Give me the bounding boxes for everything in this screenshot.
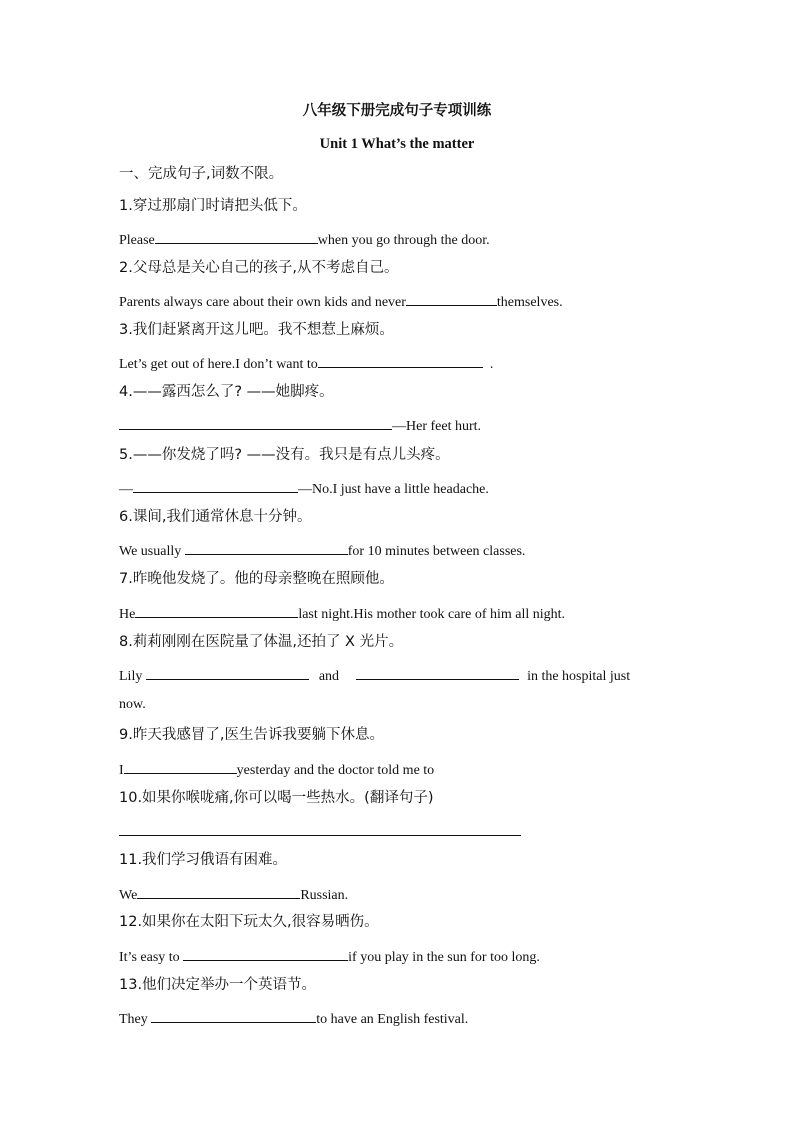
q11-answer-blank[interactable] bbox=[137, 886, 300, 899]
question-5-chinese: 5.——你发烧了吗? ——没有。我只是有点儿头疼。 bbox=[119, 447, 450, 463]
question-13-english bbox=[119, 1010, 468, 1027]
question-9-chinese: 9.昨天我感冒了,医生告诉我要躺下休息。 bbox=[119, 727, 384, 743]
q3-text-after: . bbox=[489, 357, 494, 372]
question-11-chinese: 11.我们学习俄语有困难。 bbox=[119, 852, 288, 868]
q2-answer-blank[interactable] bbox=[406, 293, 497, 306]
q13-text-after: to have an English festival. bbox=[316, 1012, 469, 1027]
q6-text-after: for 10 minutes between classes. bbox=[347, 544, 526, 559]
q4-answer-blank[interactable] bbox=[119, 417, 392, 430]
question-3-chinese: 3.我们赶紧离开这儿吧。我不想惹上麻烦。 bbox=[119, 322, 394, 338]
q6-answer-blank[interactable] bbox=[185, 542, 348, 555]
q7-answer-blank[interactable] bbox=[135, 605, 298, 618]
q1-text-before: Please bbox=[119, 233, 155, 248]
q8-text-mid: and bbox=[318, 669, 340, 684]
question-9-english bbox=[119, 761, 434, 778]
q8-text-before: Lily bbox=[119, 669, 146, 684]
question-10-chinese: 10.如果你喉咙痛,你可以喝一些热水。(翻译句子) bbox=[119, 790, 434, 806]
q8-answer-blank-1[interactable] bbox=[146, 667, 309, 680]
q9-text-after: yesterday and the doctor told me to bbox=[236, 763, 435, 778]
question-4-chinese: 4.——露西怎么了? ——她脚疼。 bbox=[119, 384, 334, 400]
q13-answer-blank[interactable] bbox=[151, 1010, 316, 1023]
question-8-chinese: 8.莉莉刚刚在医院量了体温,还拍了 X 光片。 bbox=[119, 634, 404, 650]
q5-text-after: —No.I just have a little headache. bbox=[298, 482, 489, 497]
q2-text-after: themselves. bbox=[496, 295, 563, 310]
q10-answer-blank[interactable] bbox=[119, 823, 521, 836]
q9-text-before: I bbox=[119, 763, 124, 778]
q6-text-before: We usually bbox=[119, 544, 185, 559]
question-10-english bbox=[119, 823, 521, 840]
question-7-chinese: 7.昨晚他发烧了。他的母亲整晚在照顾他。 bbox=[119, 571, 394, 587]
question-2-english bbox=[119, 293, 563, 310]
q13-text-before: They bbox=[119, 1012, 152, 1027]
q4-text-after: —Her feet hurt. bbox=[392, 419, 482, 434]
q8-answer-blank-2[interactable] bbox=[356, 667, 519, 680]
q5-answer-blank[interactable] bbox=[133, 480, 298, 493]
q3-answer-blank[interactable] bbox=[318, 355, 483, 368]
question-6-chinese: 6.课间,我们通常休息十分钟。 bbox=[119, 509, 312, 525]
question-11-english bbox=[119, 886, 348, 903]
q12-text-after: if you play in the sun for too long. bbox=[348, 950, 540, 965]
page-title: 八年级下册完成句子专项训练 bbox=[302, 103, 492, 119]
q12-answer-blank[interactable] bbox=[183, 948, 348, 961]
question-13-chinese: 13.他们决定举办一个英语节。 bbox=[119, 977, 317, 993]
question-1-english bbox=[119, 231, 490, 248]
question-7-english bbox=[119, 605, 565, 622]
q2-text-before: Parents always care about their own kids and never bbox=[119, 295, 406, 310]
q7-text-before: He bbox=[119, 607, 136, 622]
q11-text-after: Russian. bbox=[300, 888, 349, 903]
unit-heading: Unit 1 What’s the matter bbox=[319, 136, 475, 152]
q1-answer-blank[interactable] bbox=[155, 231, 318, 244]
q8-text-after: in the hospital just bbox=[527, 669, 631, 684]
q3-text-before: Let’s get out of here.I don’t want to bbox=[119, 357, 318, 372]
question-8-english bbox=[119, 667, 630, 684]
section-instruction: 一、完成句子,词数不限。 bbox=[119, 166, 284, 182]
q9-answer-blank[interactable] bbox=[124, 761, 237, 774]
question-2-chinese: 2.父母总是关心自己的孩子,从不考虑自己。 bbox=[119, 260, 399, 276]
q5-text-before: — bbox=[119, 482, 133, 497]
question-5-english bbox=[119, 480, 489, 497]
q7-text-after: last night.His mother took care of him all night. bbox=[298, 607, 566, 622]
q1-text-after: when you go through the door. bbox=[317, 233, 490, 248]
q11-text-before: We bbox=[119, 888, 138, 903]
question-12-english bbox=[119, 948, 540, 965]
question-12-chinese: 12.如果你在太阳下玩太久,很容易晒伤。 bbox=[119, 914, 379, 930]
question-1-chinese: 1.穿过那扇门时请把头低下。 bbox=[119, 198, 307, 214]
q12-text-before: It’s easy to bbox=[119, 950, 184, 965]
question-6-english bbox=[119, 542, 525, 559]
question-4-english bbox=[119, 417, 481, 434]
question-3-english bbox=[119, 355, 493, 372]
question-8-english-cont: now. bbox=[119, 697, 146, 712]
